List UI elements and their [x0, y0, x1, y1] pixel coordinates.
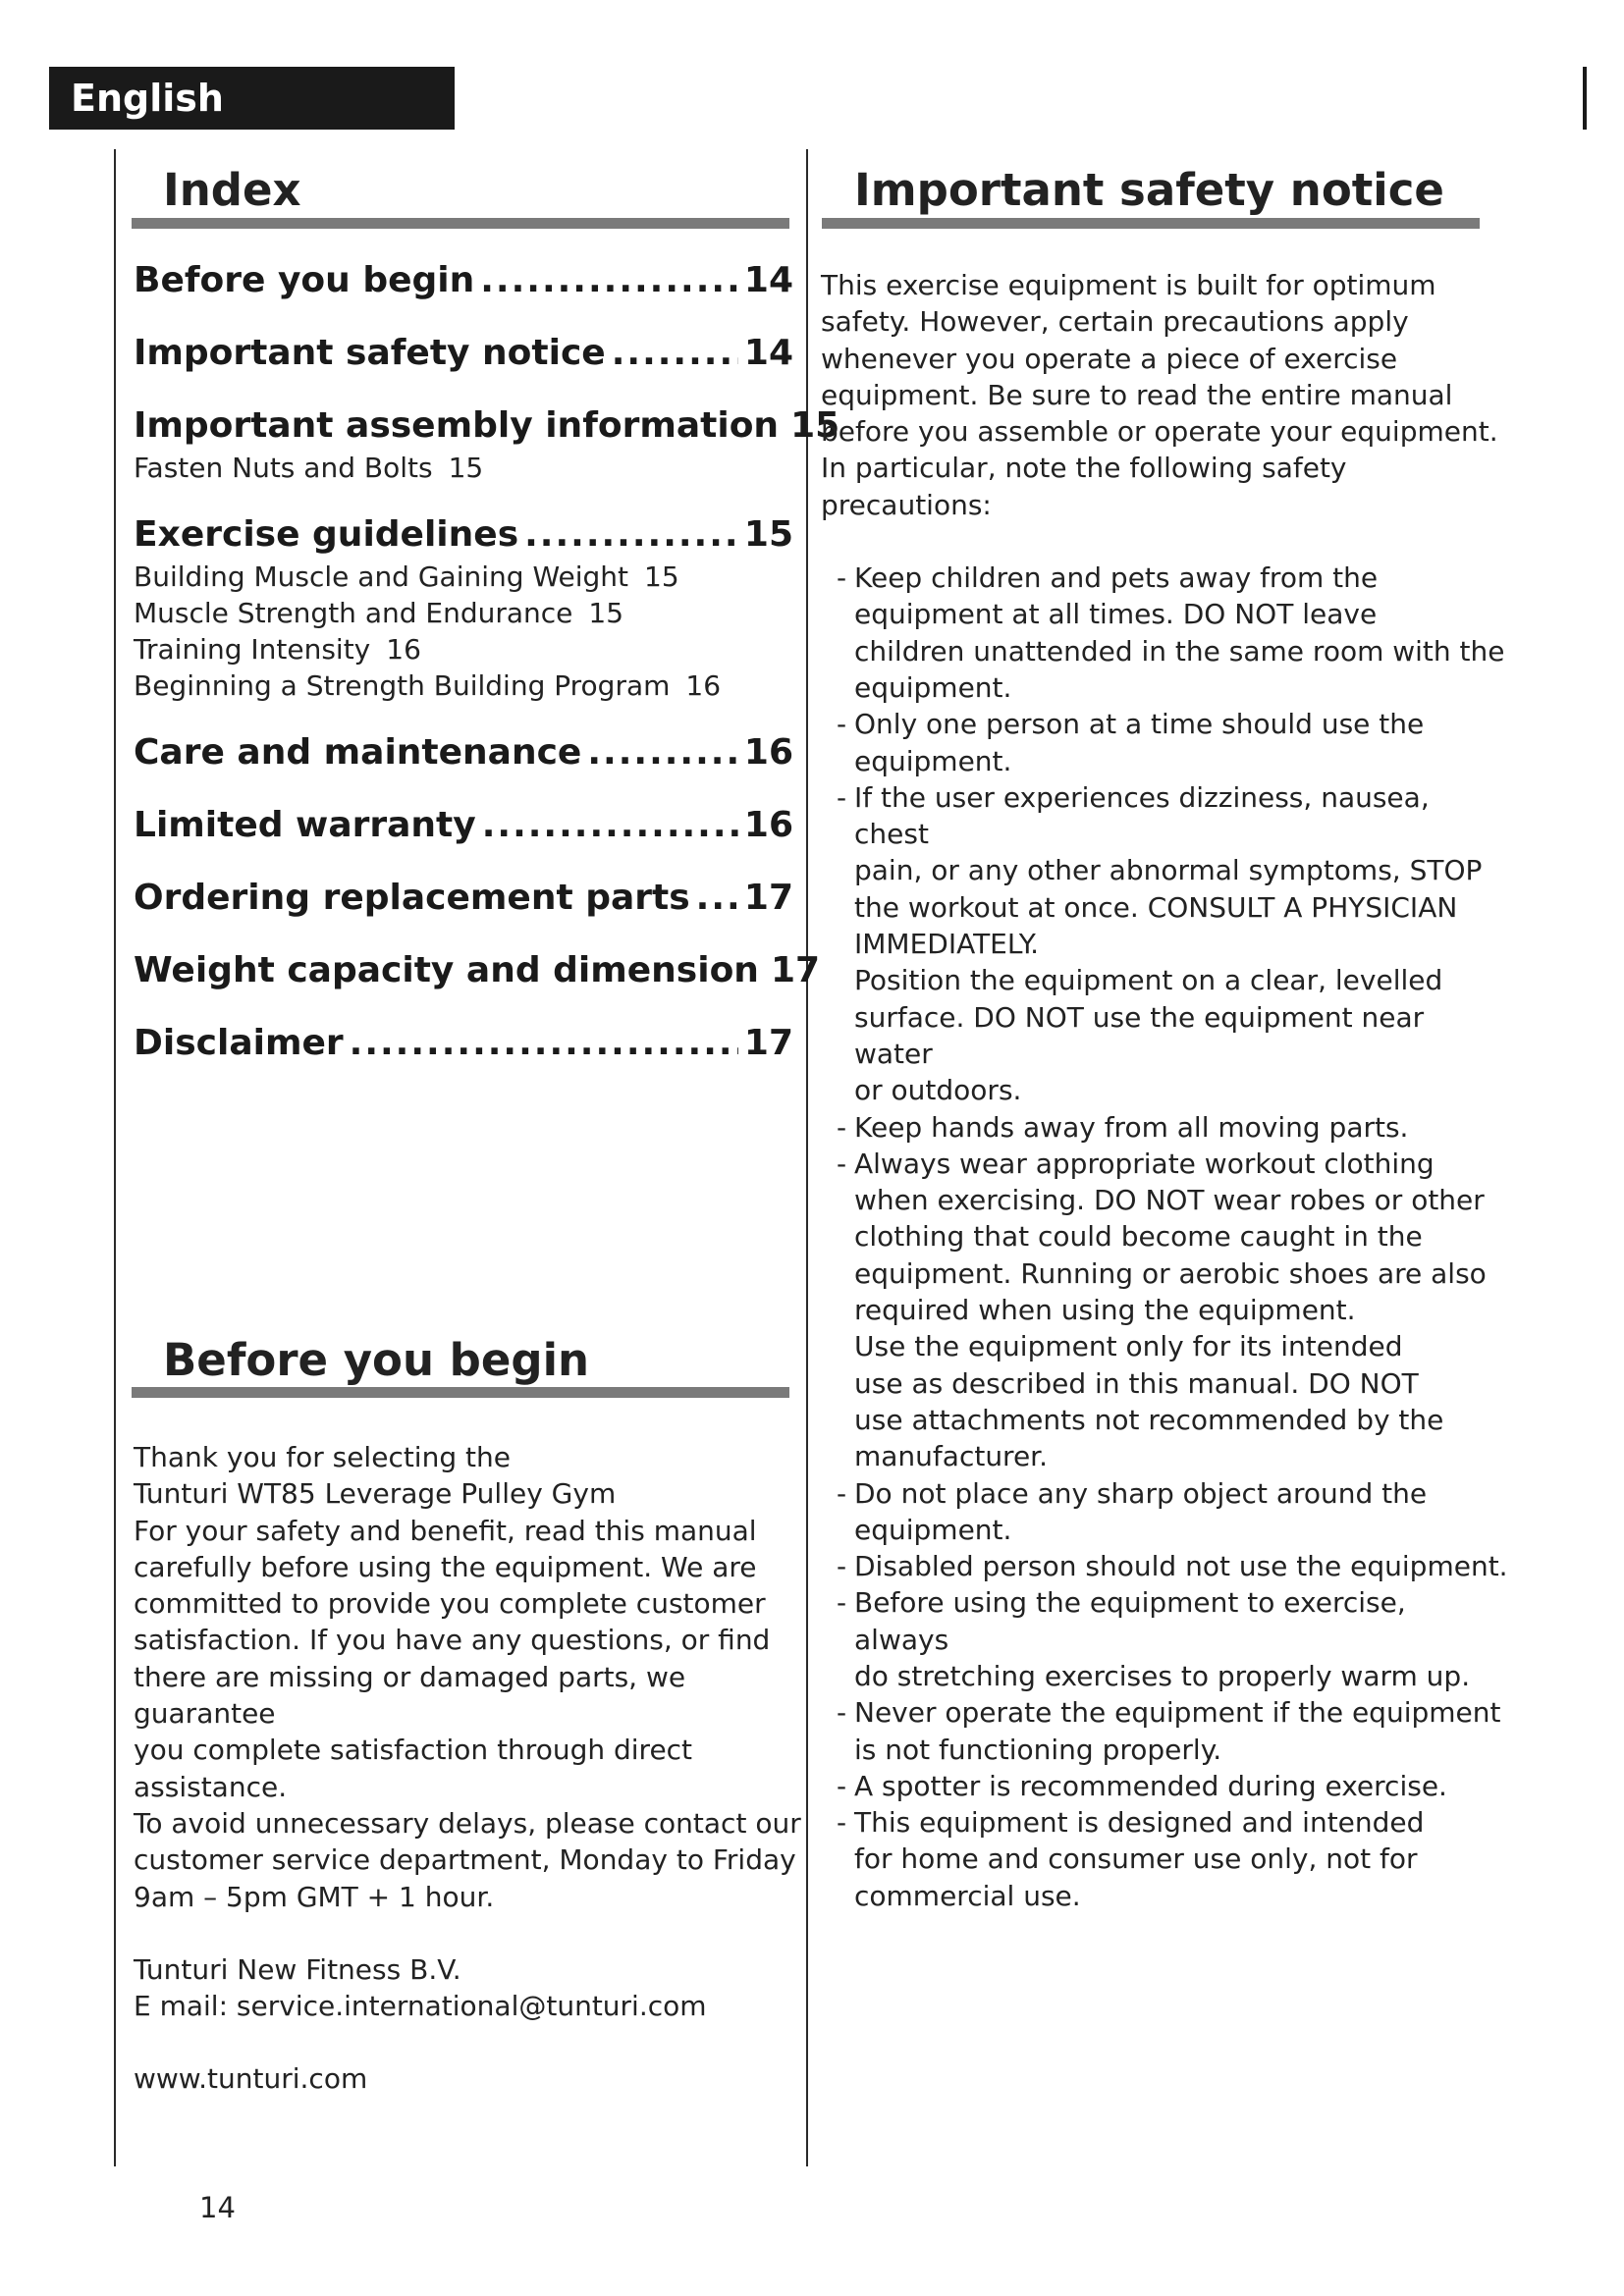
toc-dot-leader [696, 875, 738, 922]
body-line: 9am – 5pm GMT + 1 hour. [134, 1880, 495, 1913]
safety-item-line: equipment. [854, 744, 1012, 777]
safety-item [821, 1328, 1508, 1474]
toc-entry-title: Important assembly information [134, 405, 780, 446]
page-edge-mark [1583, 67, 1587, 130]
table-of-contents [134, 257, 840, 1093]
list-dash: - [837, 1586, 847, 1620]
safety-item [821, 560, 1508, 706]
list-dash: - [837, 1147, 847, 1180]
company-name: Tunturi New Fitness B.V. [134, 1952, 461, 1986]
toc-dot-leader [480, 257, 738, 304]
body-line: assistance. [134, 1770, 288, 1803]
safety-precautions-list [821, 560, 1508, 1914]
safety-item-line: the workout at once. CONSULT A PHYSICIAN [854, 890, 1458, 924]
safety-notice-title: Important safety notice [854, 164, 1444, 216]
toc-subentry-title: Beginning a Strength Building Program [134, 669, 671, 702]
safety-item [821, 1694, 1508, 1768]
safety-notice-text [821, 267, 1508, 1914]
list-dash: - [837, 561, 847, 595]
safety-item-line: required when using the equipment. [854, 1294, 1356, 1327]
list-dash: - [837, 780, 847, 814]
intro-line: safety. However, certain precautions apply [821, 305, 1409, 339]
safety-item [821, 779, 1508, 962]
before-you-begin-title: Before you begin [163, 1334, 590, 1386]
safety-item-line: Before using the equipment to exercise, always [854, 1586, 1406, 1656]
intro-line: before you assemble or operate your equipment. [821, 415, 1498, 449]
toc-dot-leader [612, 330, 738, 377]
toc-entry-title: Important safety notice [134, 333, 606, 373]
toc-dot-leader [482, 802, 738, 849]
safety-item-line: A spotter is recommended during exercise. [854, 1769, 1447, 1802]
toc-entry-title: Limited warranty [134, 805, 476, 845]
safety-item-line: If the user experiences dizziness, nausea, chest [854, 780, 1430, 851]
safety-item-line: use as described in this manual. DO NOT [854, 1366, 1419, 1400]
toc-entry-page: 16 [743, 805, 793, 845]
safety-item [821, 1584, 1508, 1694]
toc-subentry [134, 559, 793, 595]
safety-item-line: Only one person at a time should use the [854, 708, 1425, 741]
toc-entry-title: Ordering replacement parts [134, 878, 690, 918]
safety-item [821, 1109, 1508, 1146]
toc-entry-page: 15 [790, 405, 840, 446]
safety-item-line: Keep children and pets away from the [854, 561, 1379, 595]
safety-item [821, 1804, 1508, 1914]
toc-entry [134, 1020, 793, 1067]
safety-item-line: surface. DO NOT use the equipment near water [854, 1000, 1425, 1070]
safety-item [821, 706, 1508, 779]
body-line: Thank you for selecting the [134, 1441, 511, 1473]
safety-item-line: Position the equipment on a clear, levelled [854, 964, 1443, 997]
safety-item-line: when exercising. DO NOT wear robes or other [854, 1184, 1485, 1217]
safety-item-line: children unattended in the same room with the [854, 634, 1505, 667]
body-line: committed to provide you complete customer [134, 1587, 766, 1621]
page-number: 14 [199, 2191, 236, 2224]
safety-item-line: Disabled person should not use the equipment. [854, 1550, 1508, 1583]
safety-item [821, 962, 1508, 1108]
toc-entry-heading [134, 875, 793, 922]
toc-entry [134, 402, 840, 486]
safety-item [821, 1768, 1508, 1804]
safety-item-line: Never operate the equipment if the equipment [854, 1696, 1501, 1730]
toc-entry [134, 330, 793, 377]
toc-subentry [134, 450, 793, 486]
toc-entry-title: Disclaimer [134, 1023, 344, 1063]
toc-subentry-page: 15 [448, 452, 484, 484]
safety-item-line: Use the equipment only for its intended [854, 1330, 1403, 1363]
safety-item-line: IMMEDIATELY. [854, 928, 1040, 961]
intro-line: In particular, note the following safety precautions: [821, 452, 1347, 521]
toc-subentry-page: 15 [644, 561, 679, 593]
safety-item [821, 1548, 1508, 1584]
toc-entry-heading [134, 947, 821, 994]
list-dash: - [837, 1476, 847, 1510]
intro-line: This exercise equipment is built for optimum [821, 269, 1436, 301]
safety-item-line: equipment. Running or aerobic shoes are also [854, 1256, 1487, 1290]
body-line: customer service department, Monday to Friday [134, 1843, 796, 1877]
safety-item-line: manufacturer. [854, 1440, 1049, 1473]
toc-entry-page: 14 [743, 333, 793, 373]
safety-item-line: commercial use. [854, 1879, 1081, 1912]
safety-item-line: equipment. [854, 1513, 1012, 1546]
before-you-begin-title-rule [132, 1387, 789, 1398]
index-title-rule [132, 218, 789, 229]
toc-entry-heading [134, 257, 793, 304]
body-line: you complete satisfaction through direct [134, 1734, 693, 1767]
toc-entry-page: 15 [743, 514, 793, 555]
toc-subentry-title: Building Muscle and Gaining Weight [134, 561, 628, 593]
column-divider-line [806, 149, 808, 2166]
toc-entry-page: 17 [770, 950, 821, 990]
toc-entry [134, 729, 793, 776]
body-line: there are missing or damaged parts, we guarantee [134, 1660, 686, 1731]
safety-item-line: clothing that could become caught in the [854, 1220, 1423, 1254]
body-line: To avoid unnecessary delays, please contact our [134, 1806, 801, 1840]
safety-item-line: equipment. [854, 670, 1012, 704]
toc-entry [134, 875, 793, 922]
toc-subentry [134, 631, 793, 667]
toc-entry-heading [134, 1020, 793, 1067]
safety-item-line: Always wear appropriate workout clothing [854, 1147, 1435, 1180]
toc-subentry [134, 667, 793, 704]
toc-entry-heading [134, 402, 840, 450]
left-margin-line [114, 149, 116, 2166]
list-dash: - [837, 1550, 847, 1583]
toc-dot-leader [524, 511, 738, 559]
toc-entry-heading [134, 330, 793, 377]
body-line: For your safety and benefit, read this manual [134, 1514, 757, 1547]
toc-subentry-page: 16 [386, 633, 421, 666]
toc-entry-heading [134, 511, 793, 559]
toc-entry-page: 17 [743, 878, 793, 918]
intro-line: equipment. Be sure to read the entire manual [821, 378, 1453, 411]
toc-subentry-page: 16 [685, 669, 722, 702]
list-dash: - [837, 1769, 847, 1802]
toc-entry-heading [134, 802, 793, 849]
toc-subentry-title: Muscle Strength and Endurance [134, 597, 573, 629]
safety-item-line: use attachments not recommended by the [854, 1403, 1444, 1436]
toc-entry-title: Care and maintenance [134, 732, 582, 773]
safety-item-line: is not functioning properly. [854, 1733, 1222, 1766]
toc-entry-page: 17 [743, 1023, 793, 1063]
contact-email: E mail: service.international@tunturi.com [134, 1990, 707, 2023]
toc-entry [134, 802, 793, 849]
toc-entry-page: 16 [743, 732, 793, 773]
toc-entry-title: Weight capacity and dimension [134, 950, 759, 990]
index-title: Index [163, 164, 301, 216]
safety-item-line: Keep hands away from all moving parts. [854, 1110, 1409, 1144]
body-line: carefully before using the equipment. We are [134, 1550, 757, 1583]
safety-item-line: This equipment is designed and intended [854, 1806, 1425, 1840]
toc-subentry-title: Training Intensity [134, 633, 371, 666]
safety-item-line: pain, or any other abnormal symptoms, STOP [854, 854, 1483, 887]
list-dash: - [837, 1806, 847, 1840]
toc-entry [134, 511, 793, 704]
safety-item [821, 1146, 1508, 1328]
list-dash: - [837, 1696, 847, 1730]
toc-subentry-title: Fasten Nuts and Bolts [134, 452, 433, 484]
safety-item-line: or outdoors. [854, 1074, 1022, 1107]
body-line: Tunturi WT85 Leverage Pulley Gym [134, 1477, 617, 1511]
safety-item-line: do stretching exercises to properly warm up. [854, 1659, 1471, 1692]
language-tab: English [49, 67, 455, 130]
toc-entry [134, 257, 793, 304]
safety-notice-title-rule [822, 218, 1480, 229]
toc-subentry [134, 595, 793, 631]
safety-item-line: for home and consumer use only, not for [854, 1842, 1418, 1876]
toc-entry-page: 14 [743, 260, 793, 300]
toc-dot-leader [350, 1020, 738, 1067]
toc-entry-title: Exercise guidelines [134, 514, 519, 555]
toc-subentry-page: 15 [588, 597, 624, 629]
body-line: satisfaction. If you have any questions, or find [134, 1624, 771, 1657]
safety-item-line: equipment at all times. DO NOT leave [854, 598, 1378, 631]
list-dash: - [837, 708, 847, 741]
toc-entry-title: Before you begin [134, 260, 475, 300]
toc-entry-heading [134, 729, 793, 776]
list-dash: - [837, 1110, 847, 1144]
before-you-begin-text [134, 1439, 801, 2098]
toc-dot-leader [587, 729, 738, 776]
intro-line: whenever you operate a piece of exercise [821, 342, 1398, 375]
website-link: www.tunturi.com [134, 2062, 368, 2096]
safety-item [821, 1475, 1508, 1549]
safety-item-line: Do not place any sharp object around the [854, 1476, 1428, 1510]
toc-entry [134, 947, 821, 994]
